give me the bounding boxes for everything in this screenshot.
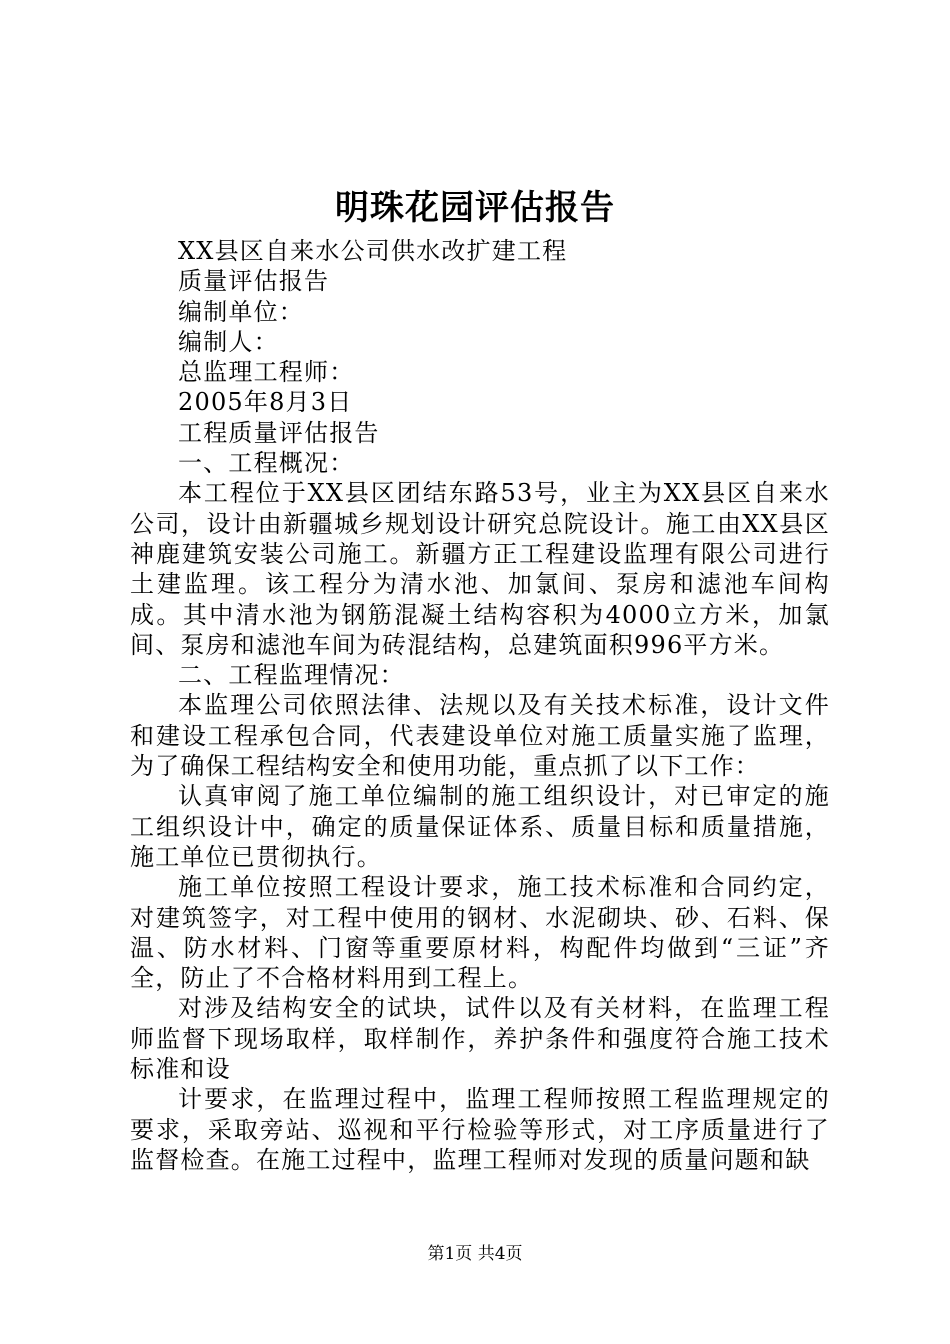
document-body <box>130 236 830 1175</box>
project-name-line: XX县区自来水公司供水改扩建工程 <box>178 237 568 265</box>
section-2-heading: 二、工程监理情况： <box>178 661 405 690</box>
paragraph-materials: 施工单位按照工程设计要求，施工技术标准和合同约定，对建筑签字，对工程中使用的钢材、水泥砌块、砂、石料、保温、防水材料、门窗等重要原材料，构配件均做到“三证”齐全，防止了不合格材料用到工程上。 <box>130 873 830 993</box>
document-title: 明珠花园评估报告 <box>335 188 615 228</box>
paragraph-test-samples: 对涉及结构安全的试块，试件以及有关材料，在监理工程师监督下现场取样，取样制作，养护条件和强度符合施工技术标准和设 <box>130 994 830 1084</box>
paragraph-project-overview: 本工程位于XX县区团结东路53号，业主为XX县区自来水公司，设计由新疆城乡规划设计研究总院设计。施工由XX县区神鹿建筑安装公司施工。新疆方正工程建设监理有限公司进行土建监理。该工程分为清水池、加氯间、泵房和滤池车间构成。其中清水池为钢筋混凝土结构容积为4000立方米，加氯间、泵房和滤池车间为砖混结构，总建筑面积996平方米。 <box>130 479 830 659</box>
date-line: 2005年8月3日 <box>178 388 353 417</box>
paragraph-supervision-intro: 本监理公司依照法律、法规以及有关技术标准，设计文件和建设工程承包合同，代表建设单位对施工质量实施了监理，为了确保工程结构安全和使用功能，重点抓了以下工作： <box>130 691 830 781</box>
report-type-line: 质量评估报告 <box>178 267 330 296</box>
chief-engineer-line: 总监理工程师： <box>178 358 355 387</box>
paragraph-construction-plan: 认真审阅了施工单位编制的施工组织设计，对已审定的施工组织设计中，确定的质量保证体系、质量目标和质量措施，施工单位已贯彻执行。 <box>130 782 830 871</box>
compiling-unit-line: 编制单位： <box>178 297 304 326</box>
paragraph-inspection: 计要求，在监理过程中，监理工程师按照工程监理规定的要求，采取旁站、巡视和平行检验等形式，对工序质量进行了监督检查。在施工过程中，监理工程师对发现的质量问题和缺 <box>130 1085 830 1174</box>
section-1-heading: 一、工程概况： <box>178 449 355 478</box>
compiler-line: 编制人： <box>178 327 279 356</box>
page-number-footer: 第1页 共4页 <box>427 1244 523 1264</box>
report-subtitle-line: 工程质量评估报告 <box>178 418 380 447</box>
